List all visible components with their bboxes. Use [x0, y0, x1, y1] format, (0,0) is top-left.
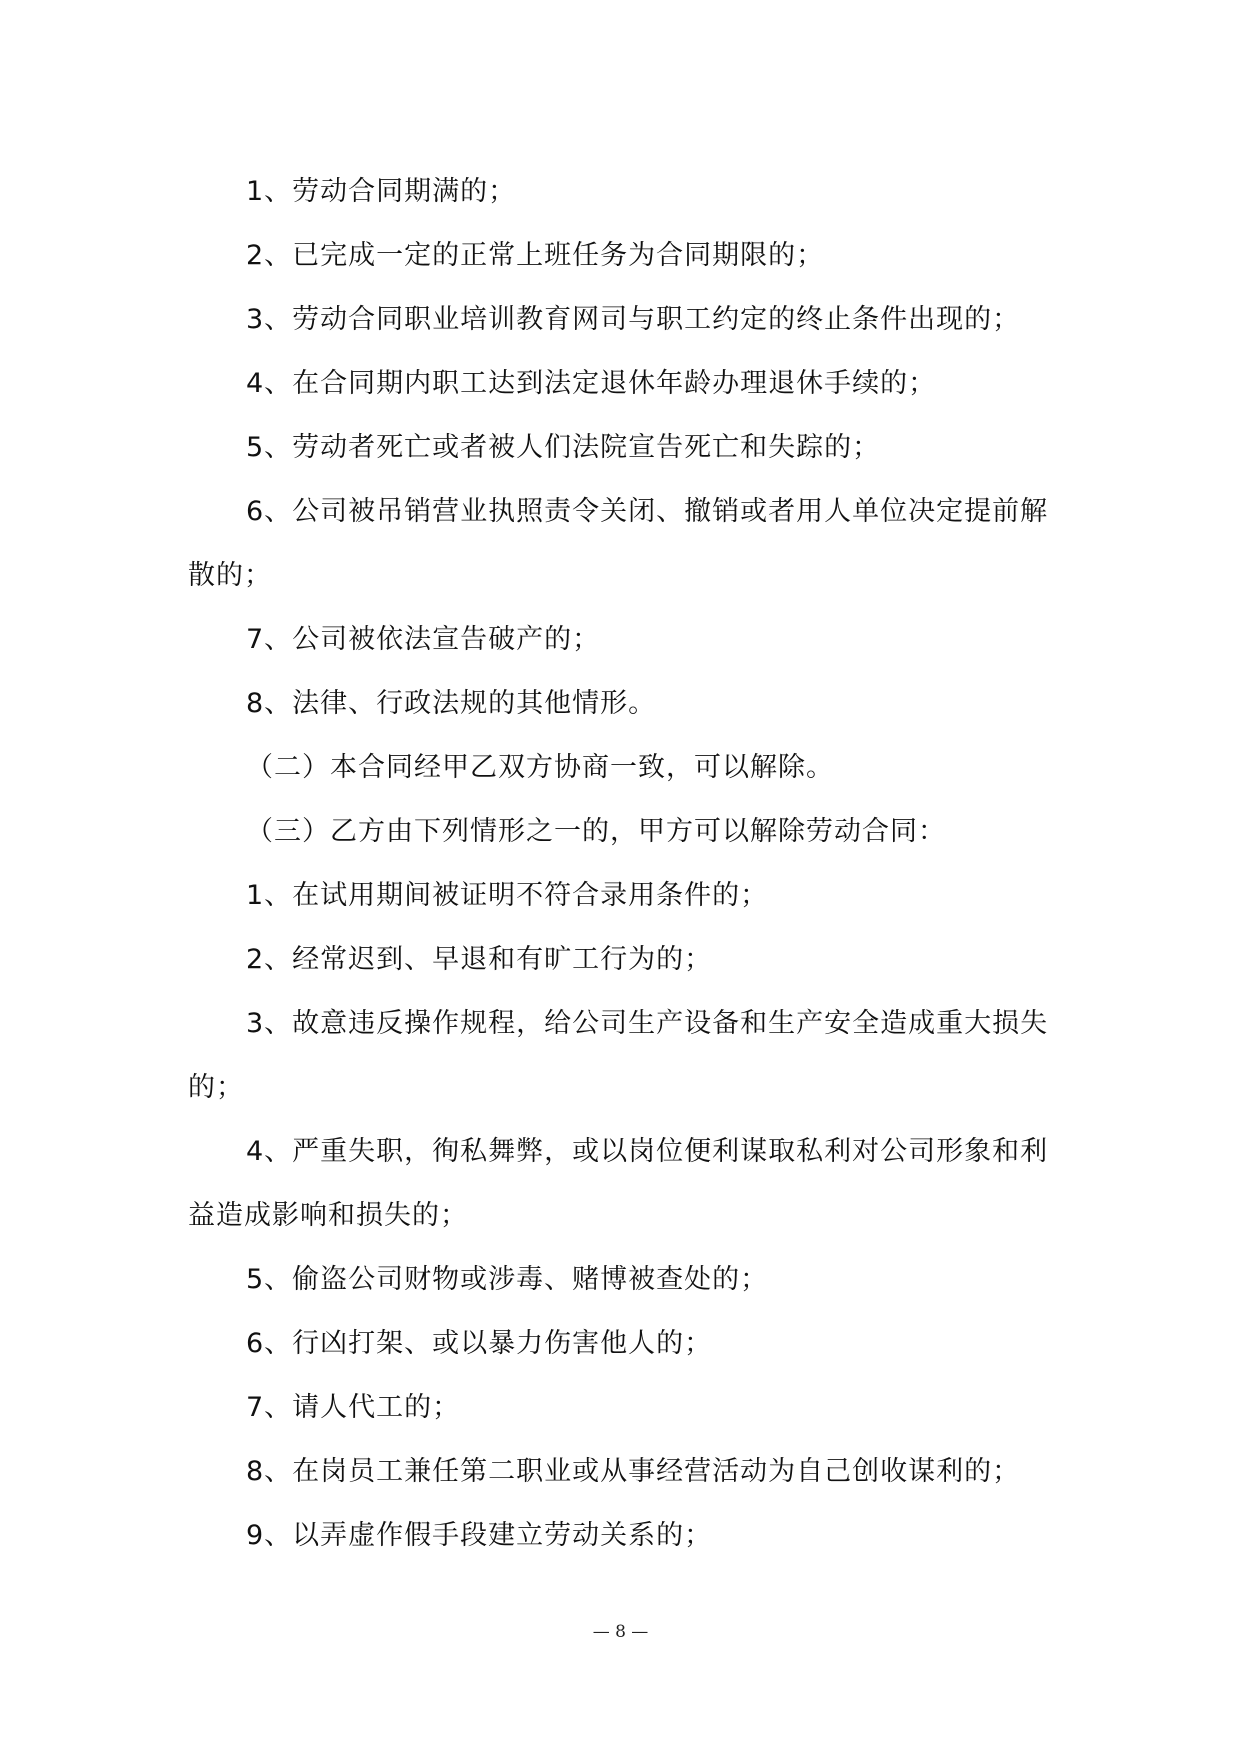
paragraph: 6、公司被吊销营业执照责令关闭、撤销或者用人单位决定提前解散的； [188, 496, 1049, 591]
paragraph: 5、劳动者死亡或者被人们法院宣告死亡和失踪的； [246, 432, 881, 463]
paragraph: 6、行凶打架、或以暴力伤害他人的； [246, 1328, 713, 1359]
paragraph: 7、请人代工的； [246, 1392, 461, 1423]
paragraph: 2、已完成一定的正常上班任务为合同期限的； [246, 240, 825, 271]
paragraph: （二）本合同经甲乙双方协商一致，可以解除。 [246, 752, 834, 783]
paragraph: 8、法律、行政法规的其他情形。 [246, 688, 657, 719]
paragraph: 1、在试用期间被证明不符合录用条件的； [246, 880, 769, 911]
paragraph: 7、公司被依法宣告破产的； [246, 624, 601, 655]
paragraph: 3、故意违反操作规程，给公司生产设备和生产安全造成重大损失的； [188, 1008, 1049, 1103]
paragraph: 4、严重失职，徇私舞弊，或以岗位便利谋取私利对公司形象和利益造成影响和损失的； [188, 1136, 1049, 1231]
paragraph: （三）乙方由下列情形之一的，甲方可以解除劳动合同： [246, 816, 946, 847]
page-number: — 8 — [592, 1622, 649, 1642]
paragraph: 4、在合同期内职工达到法定退休年龄办理退休手续的； [246, 368, 937, 399]
paragraph: 5、偷盗公司财物或涉毒、赌博被查处的； [246, 1264, 769, 1295]
paragraph: 1、劳动合同期满的； [246, 176, 517, 207]
paragraph: 3、劳动合同职业培训教育网司与职工约定的终止条件出现的； [246, 304, 1021, 335]
document-body [188, 160, 1058, 1568]
paragraph: 8、在岗员工兼任第二职业或从事经营活动为自己创收谋利的； [246, 1456, 1021, 1487]
paragraph: 9、以弄虚作假手段建立劳动关系的； [246, 1520, 713, 1551]
paragraph: 2、经常迟到、早退和有旷工行为的； [246, 944, 713, 975]
